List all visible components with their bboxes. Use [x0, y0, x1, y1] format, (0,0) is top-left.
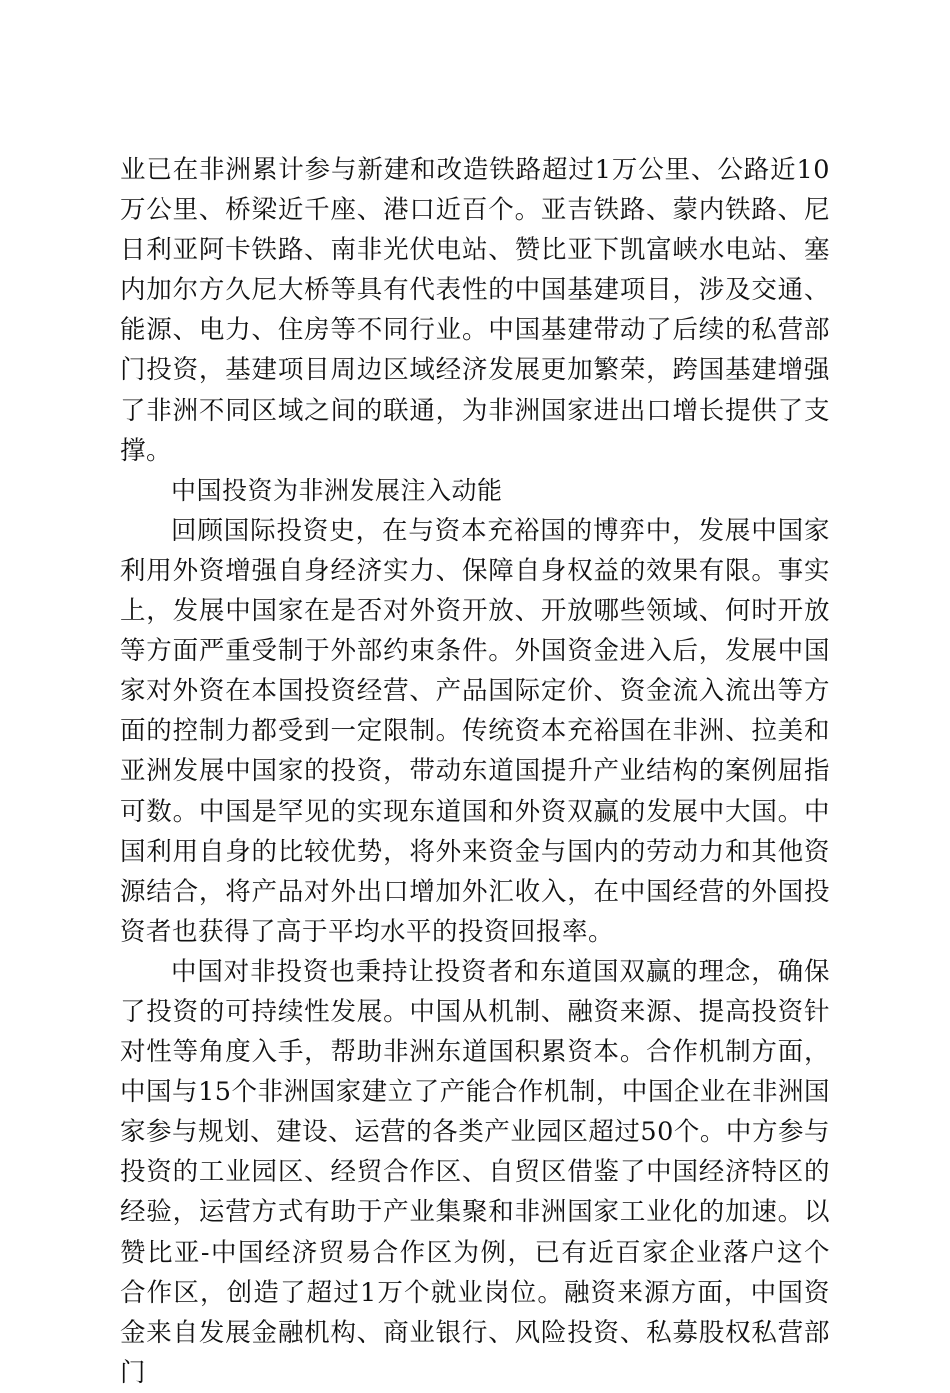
paragraph-continued: 业已在非洲累计参与新建和改造铁路超过1万公里、公路近10万公里、桥梁近千座、港口近百个。亚吉铁路、蒙内铁路、尼日利亚阿卡铁路、南非光伏电站、赞比亚下凯富峡水电站、塞内加尔方久尼大桥等具有代表性的中国基建项目，涉及交通、能源、电力、住房等不同行业。中国基建带动了后续的私营部门投资，基建项目周边区域经济发展更加繁荣，跨国基建增强了非洲不同区域之间的联通，为非洲国家进出口增长提供了支撑。 [120, 155, 830, 466]
paragraph-china-africa-investment: 中国对非投资也秉持让投资者和东道国双赢的理念，确保了投资的可持续性发展。中国从机制、融资来源、提高投资针对性等角度入手，帮助非洲东道国积累资本。合作机制方面，中国与15个非洲国家建立了产能合作机制，中国企业在非洲国家参与规划、建设、运营的各类产业园区超过50个。中方参与投资的工业园区、经贸合作区、自贸区借鉴了中国经济特区的经验，运营方式有助于产业集聚和非洲国家工业化的加速。以赞比亚-中国经济贸易合作区为例，已有近百家企业落户这个合作区，创造了超过1万个就业岗位。融资来源方面，中国资金来自发展金融机构、商业银行、风险投资、私募股权私营部门 [120, 956, 830, 1388]
document-page [120, 150, 830, 1393]
paragraph-international-investment-history: 回顾国际投资史，在与资本充裕国的博弈中，发展中国家利用外资增强自身经济实力、保障自身权益的效果有限。事实上，发展中国家在是否对外资开放、开放哪些领域、何时开放等方面严重受制于外部约束条件。外国资金进入后，发展中国家对外资在本国投资经营、产品国际定价、资金流入流出等方面的控制力都受到一定限制。传统资本充裕国在非洲、拉美和亚洲发展中国家的投资，带动东道国提升产业结构的案例屈指可数。中国是罕见的实现东道国和外资双赢的发展中大国。中国利用自身的比较优势，将外来资金与国内的劳动力和其他资源结合，将产品对外出口增加外汇收入，在中国经营的外国投资者也获得了高于平均水平的投资回报率。 [120, 515, 830, 947]
section-heading: 中国投资为非洲发展注入动能 [171, 475, 503, 505]
